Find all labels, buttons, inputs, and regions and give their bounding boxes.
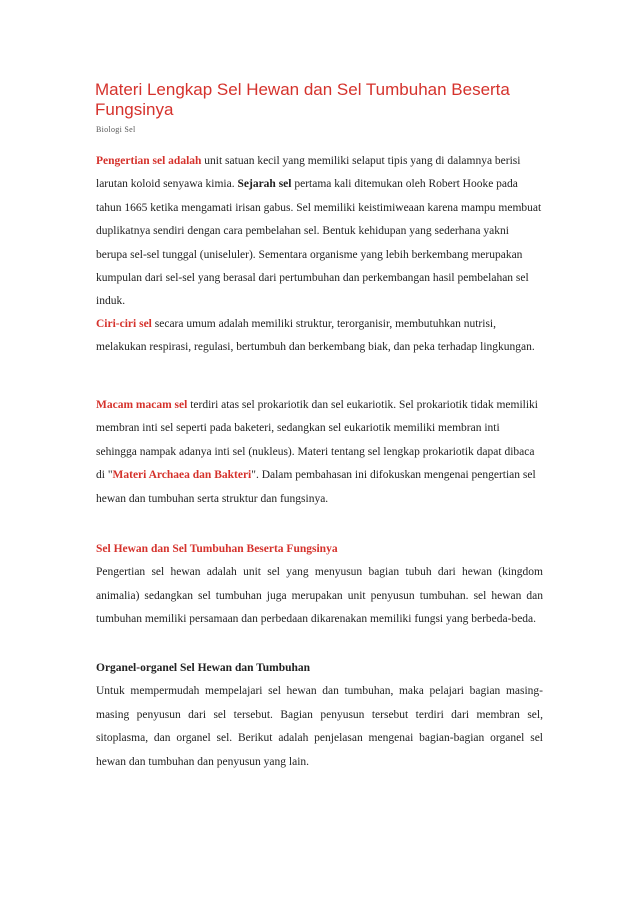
paragraph-pengertian <box>96 150 543 314</box>
paragraph-macam-macam <box>96 394 543 511</box>
paragraph-ciri-ciri <box>96 313 543 360</box>
section-heading: Organel-organel Sel Hewan dan Tumbuhan <box>96 662 311 674</box>
section-sel-hewan-tumbuhan <box>96 538 543 632</box>
term-sejarah-sel: Sejarah sel <box>237 178 292 191</box>
category-label: Biologi Sel <box>96 125 136 134</box>
paragraph-text: terdiri atas sel prokariotik dan sel eukariotik. Sel prokariotik tidak memiliki membran inti sel seperti pada baketeri, sedangkan sel eukariotik memiliki membran inti sehingga nampak adanya inti sel (nukleus). Materi tentang sel lengkap prokariotik dapat dibaca di " <box>96 399 538 482</box>
section-heading: Sel Hewan dan Sel Tumbuhan Beserta Fungsinya <box>96 543 338 555</box>
paragraph-text: pertama kali ditemukan oleh Robert Hooke pada tahun 1665 ketika mengamati irisan gabus. Sel memiliki keistimiweaan karena mampu membuat duplikatnya sendiri dengan cara pembelahan sel. Bentuk kehidupan yang sederhana yakni berupa sel-sel tunggal (uniseluler). Sementara organisme yang lebih berkembang merupakan kumpulan dari sel-sel yang berasal dari pertumbuhan dan perkembangan hasil pembelahan sel induk. <box>96 178 542 308</box>
paragraph-text: secara umum adalah memiliki struktur, terorganisir, membutuhkan nutrisi, melakukan respirasi, regulasi, bertumbuh dan berkembang biak, dan peka terhadap lingkungan. <box>96 318 535 354</box>
page-title: Materi Lengkap Sel Hewan dan Sel Tumbuhan Beserta Fungsinya <box>95 80 510 119</box>
section-text: Pengertian sel hewan adalah unit sel yang menyusun bagian tubuh dari hewan (kingdom animalia) sedangkan sel tumbuhan juga merupakan unit penyusun tumbuhan. sel hewan dan tumbuhan memiliki persamaan dan perbedaan dikarenakan memiliki fungsi yang berbeda-beda. <box>96 566 543 626</box>
term-pengertian-sel: Pengertian sel adalah <box>96 155 202 167</box>
section-text: Untuk mempermudah mempelajari sel hewan dan tumbuhan, maka pelajari bagian masing-masing penyusun dari sel tersebut. Bagian penyusun tersebut terdiri dari membran sel, sitoplasma, dan organel sel. Berikut adalah penjelasan mengenai bagian-bagian organel sel hewan dan tumbuhan dan penyusun yang lain. <box>96 685 543 768</box>
section-organel <box>96 657 543 774</box>
paragraph-text: unit satuan kecil yang memiliki selaput tipis yang di dalamnya berisi larutan koloid senyawa kimia. <box>96 155 521 191</box>
term-macam-macam-sel: Macam macam sel <box>96 399 188 411</box>
paragraph-text: ". Dalam pembahasan ini difokuskan mengenai pengertian sel hewan dan tumbuhan serta struktur dan fungsinya. <box>96 469 536 505</box>
link-archaea-bakteri[interactable]: Materi Archaea dan Bakteri <box>112 469 252 482</box>
term-ciri-ciri-sel: Ciri-ciri sel <box>96 318 152 330</box>
